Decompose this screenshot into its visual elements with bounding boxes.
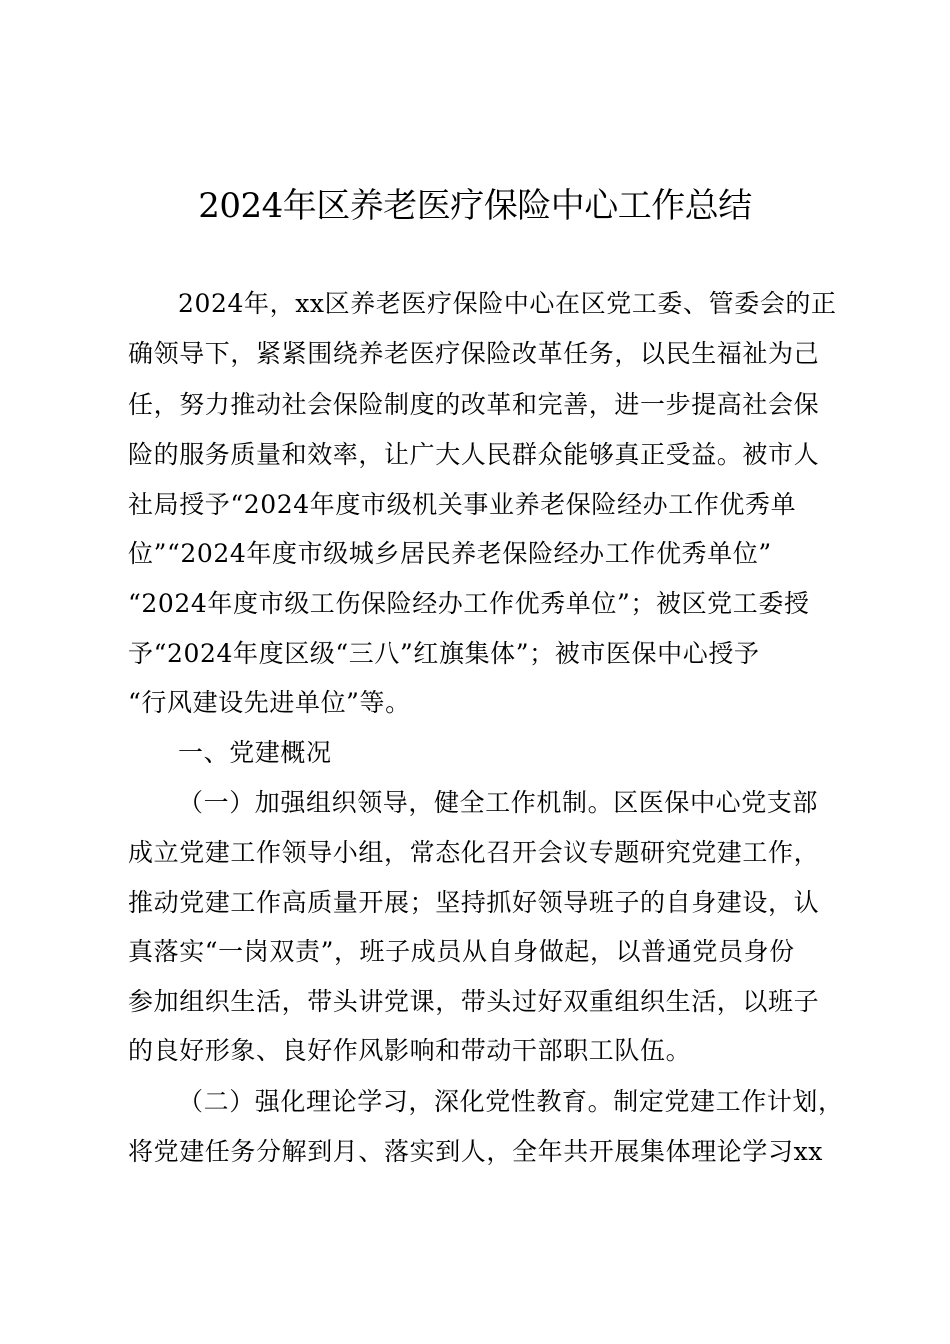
intro-line: 2024年，xx区养老医疗保险中心在区党工委、管委会的正 <box>178 289 837 318</box>
paragraph-line: 将党建任务分解到月、落实到人，全年共开展集体理论学习xx <box>128 1137 824 1166</box>
paragraph-line: （二）强化理论学习，深化党性教育。制定党建工作计划， <box>178 1087 844 1116</box>
intro-line: 确领导下，紧紧围绕养老医疗保险改革任务，以民生福祉为己 <box>128 339 820 368</box>
intro-line: 位”“2024年度市级城乡居民养老保险经办工作优秀单位” <box>128 539 772 568</box>
paragraph-line: （一）加强组织领导，健全工作机制。区医保中心党支部 <box>178 788 819 817</box>
document-title: 2024年区养老医疗保险中心工作总结 <box>198 186 752 226</box>
intro-line: 险的服务质量和效率，让广大人民群众能够真正受益。被市人 <box>128 440 820 469</box>
section-heading: 一、党建概况 <box>178 738 332 767</box>
intro-line: 予“2024年度区级“三八”红旗集体”；被市医保中心授予 <box>128 639 760 668</box>
paragraph-line: 推动党建工作高质量开展；坚持抓好领导班子的自身建设，认 <box>128 888 820 917</box>
intro-line: “行风建设先进单位”等。 <box>128 688 411 717</box>
paragraph-line: 成立党建工作领导小组，常态化召开会议专题研究党建工作， <box>128 838 820 867</box>
intro-line: 任，努力推动社会保险制度的改革和完善，进一步提高社会保 <box>128 390 820 419</box>
paragraph-line: 参加组织生活，带头讲党课，带头过好双重组织生活，以班子 <box>128 987 820 1016</box>
paragraph-line: 真落实“一岗双责”，班子成员从自身做起，以普通党员身份 <box>128 937 795 966</box>
intro-line: 社局授予“2024年度市级机关事业养老保险经办工作优秀单 <box>128 490 797 519</box>
intro-line: “2024年度市级工伤保险经办工作优秀单位”；被区党工委授 <box>128 589 810 618</box>
paragraph-line: 的良好形象、良好作风影响和带动干部职工队伍。 <box>128 1036 692 1065</box>
